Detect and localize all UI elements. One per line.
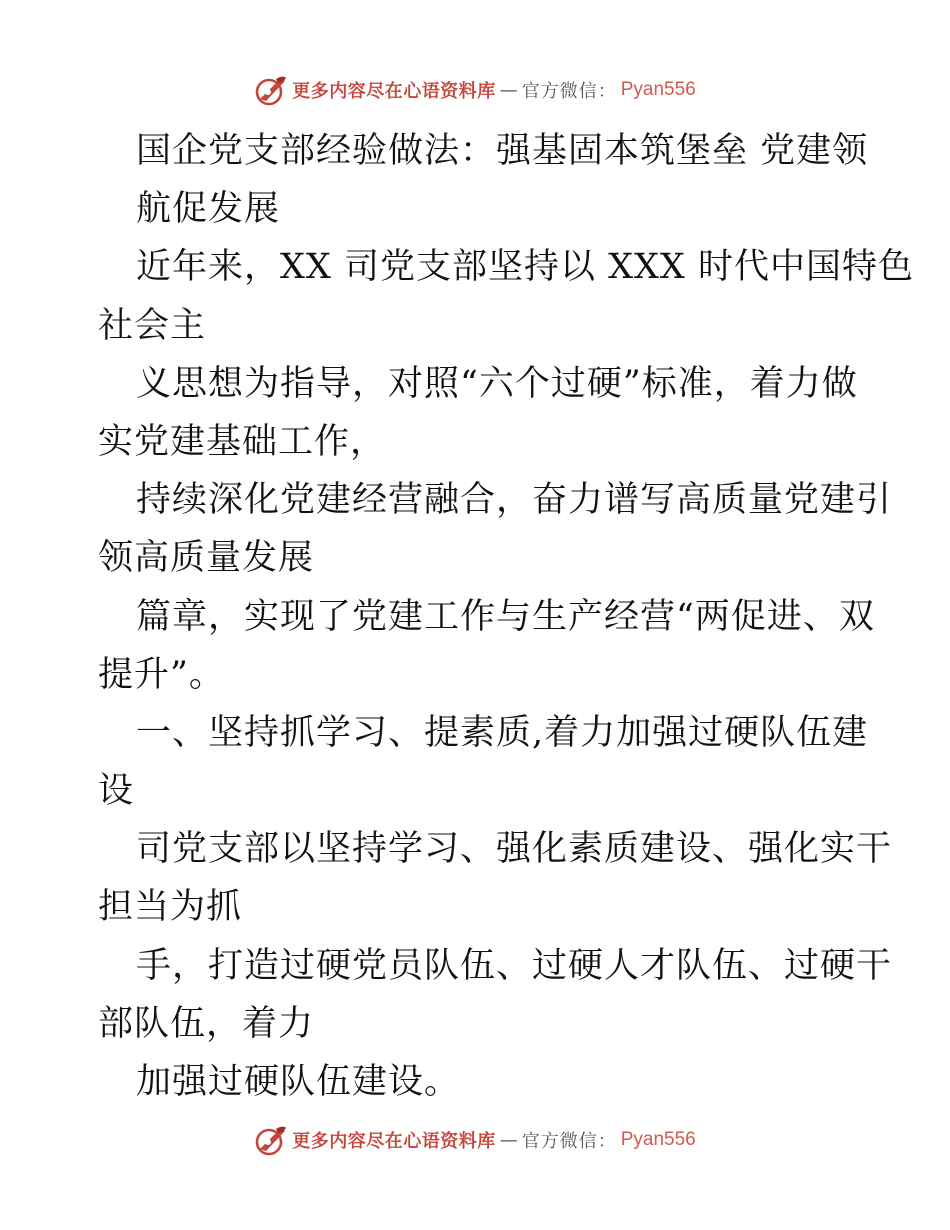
footer-watermark-content: [254, 1123, 696, 1157]
quill-pen-logo-icon: [254, 1123, 288, 1157]
watermark-wechat-label: 官方微信：: [521, 81, 617, 102]
watermark-dash: —: [499, 79, 518, 101]
paragraph-line: 近年来，XX 司党支部坚持以 XXX 时代中国特色: [136, 247, 914, 288]
paragraph-line: 社会主: [98, 305, 207, 346]
quill-pen-logo-icon: [254, 73, 288, 107]
section-heading-line: 设: [98, 771, 135, 812]
watermark-main-text: 更多内容尽在心语资料库: [292, 1131, 496, 1152]
watermark-dash: —: [499, 1129, 518, 1151]
paragraph-line: 部队伍，着力: [98, 1003, 315, 1044]
paragraph-line: 担当为抓: [98, 887, 243, 928]
document-body: [98, 122, 914, 1111]
paragraph-line: 持续深化党建经营融合，奋力谱写高质量党建引: [136, 480, 893, 521]
paragraph-line: 加强过硬队伍建设。: [136, 1062, 461, 1102]
footer-watermark-banner: [0, 1120, 950, 1160]
paragraph-line: 提升”。: [98, 654, 225, 695]
paragraph-line: 义思想为指导，对照“六个过硬”标准，着力做: [136, 363, 858, 404]
watermark-wechat-id: Pyan556: [620, 79, 696, 100]
document-title-line-2: 航促发展: [136, 189, 281, 230]
paragraph-line: 手，打造过硬党员队伍、过硬人才队伍、过硬干: [136, 945, 893, 986]
watermark-wechat-id: Pyan556: [620, 1129, 696, 1150]
header-watermark-content: [254, 73, 696, 107]
watermark-main-text: 更多内容尽在心语资料库: [292, 81, 496, 102]
paragraph-line: 领高质量发展: [98, 538, 315, 579]
watermark-wechat-label: 官方微信：: [521, 1131, 617, 1152]
paragraph-line: 实党建基础工作，: [98, 421, 387, 462]
document-title-line-1: 国企党支部经验做法：强基固本筑堡垒 党建领: [136, 131, 869, 171]
section-heading-line: 一、坚持抓学习、提素质,着力加强过硬队伍建: [136, 712, 869, 753]
header-watermark-banner: [0, 70, 950, 110]
paragraph-line: 篇章，实现了党建工作与生产经营“两促进、双: [136, 596, 875, 637]
paragraph-line: 司党支部以坚持学习、强化素质建设、强化实干: [136, 829, 893, 870]
